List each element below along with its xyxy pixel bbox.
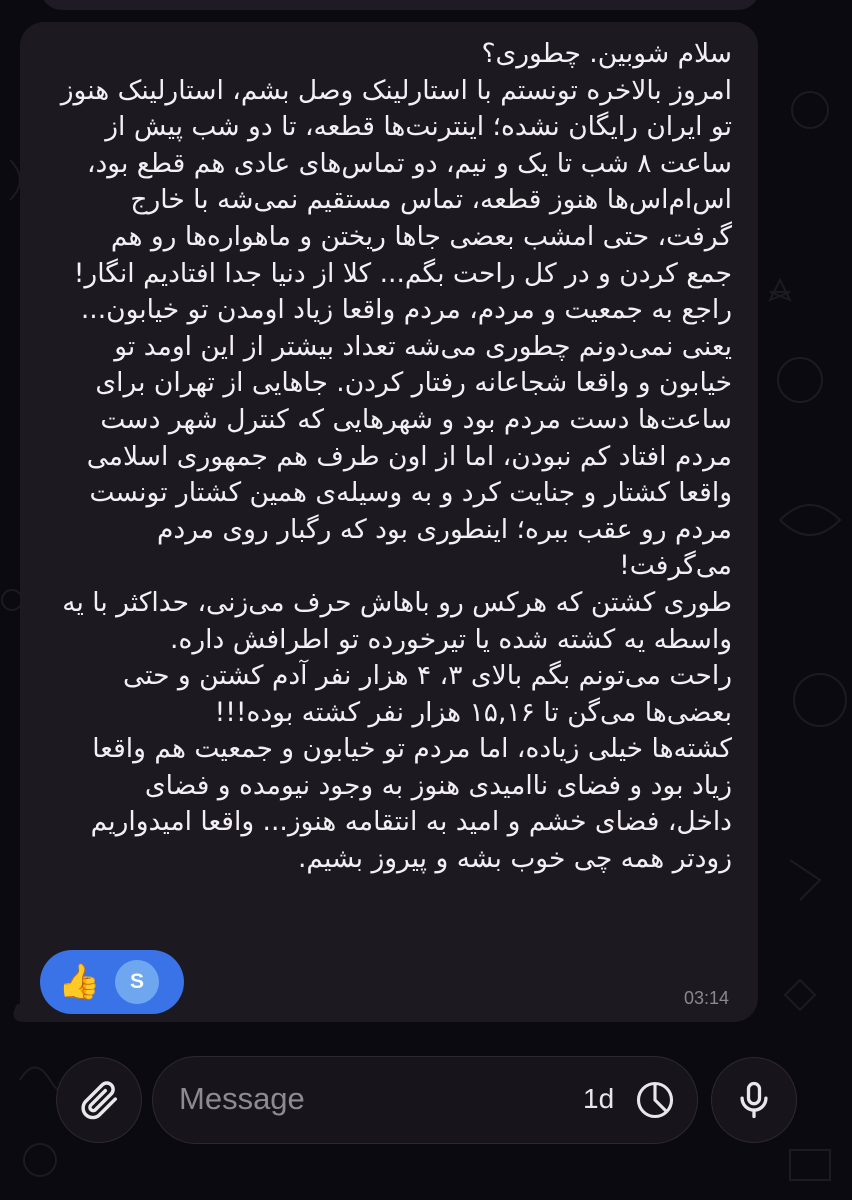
- message-composer: [0, 1040, 852, 1200]
- message-text: سلام شوبین. چطوری؟ امروز بالاخره تونستم با استارلینک وصل بشم، استارلینک هنوز تو ایران رایگان نشده؛ اینترنت‌ها قطعه، تا دو شب پیش از ساعت ۸ شب تا یک و نیم، دو تماس‌های عادی هم قطع بود، اس‌ام‌اس‌ها هنوز قطعه، تماس مستقیم نمی‌شه با خارج گرفت، حتی امشب بعضی جاها ریختن و ماهواره‌ها رو هم جمع کردن و در کل راحت بگم... کلا از دنیا جدا افتادیم انگار! راجع به جمعیت و مردم، مردم واقعا زیاد اومدن تو خیابون... یعنی نمی‌دونم چطوری می‌شه تعداد بیشتر از این اومد تو خیابون و واقعا شجاعانه رفتار کردن. جاهایی از تهران برای ساعت‌ها دست مردم بود و شهرهایی که کنترل شهر دست مردم افتاد کم نبودن، اما از اون طرف هم جمهوری اسلامی واقعا کشتار و جنایت کرد و به وسیله‌ی همین کشتار تونست مردم رو عقب ببره؛ اینطوری بود که رگبار روی مردم می‌گرفت! طوری کشتن که هرکس رو باهاش حرف می‌زنی، حداکثر با یه واسطه یه کشته شده یا تیرخورده تو اطرافش داره. راحت می‌تونم بگم بالای ۳، ۴ هزار نفر آدم کشتن و حتی بعضی‌ها می‌گن تا ۱۵,۱۶ هزار نفر کشته بوده!!! کشته‌ها خیلی زیاده، اما مردم تو خیابون و جمعیت هم واقعا زیاد بود و فضای ناامیدی هنوز به وجود نیومده و فضای داخل، فضای خشم و امید به انتقامه هنوز... واقعا امیدواریم زودتر همه چی خوب بشه و پیروز بشیم.: [60, 38, 732, 875]
- reactor-avatar: S: [115, 960, 159, 1004]
- message-bubble[interactable]: [20, 22, 758, 1022]
- previous-message-bubble: [40, 0, 760, 10]
- voice-record-button[interactable]: [711, 1057, 797, 1143]
- message-input-placeholder: Message: [179, 1081, 305, 1116]
- reaction-chip[interactable]: [40, 950, 184, 1014]
- message-time: 03:14: [684, 988, 730, 1008]
- timer-icon[interactable]: [633, 1078, 677, 1122]
- thumbs-up-icon: 👍: [58, 962, 101, 1002]
- message-input[interactable]: [152, 1056, 698, 1144]
- paperclip-icon: [76, 1077, 122, 1123]
- microphone-icon: [732, 1078, 776, 1122]
- attach-button[interactable]: [56, 1057, 142, 1143]
- auto-delete-label[interactable]: 1d: [583, 1083, 615, 1114]
